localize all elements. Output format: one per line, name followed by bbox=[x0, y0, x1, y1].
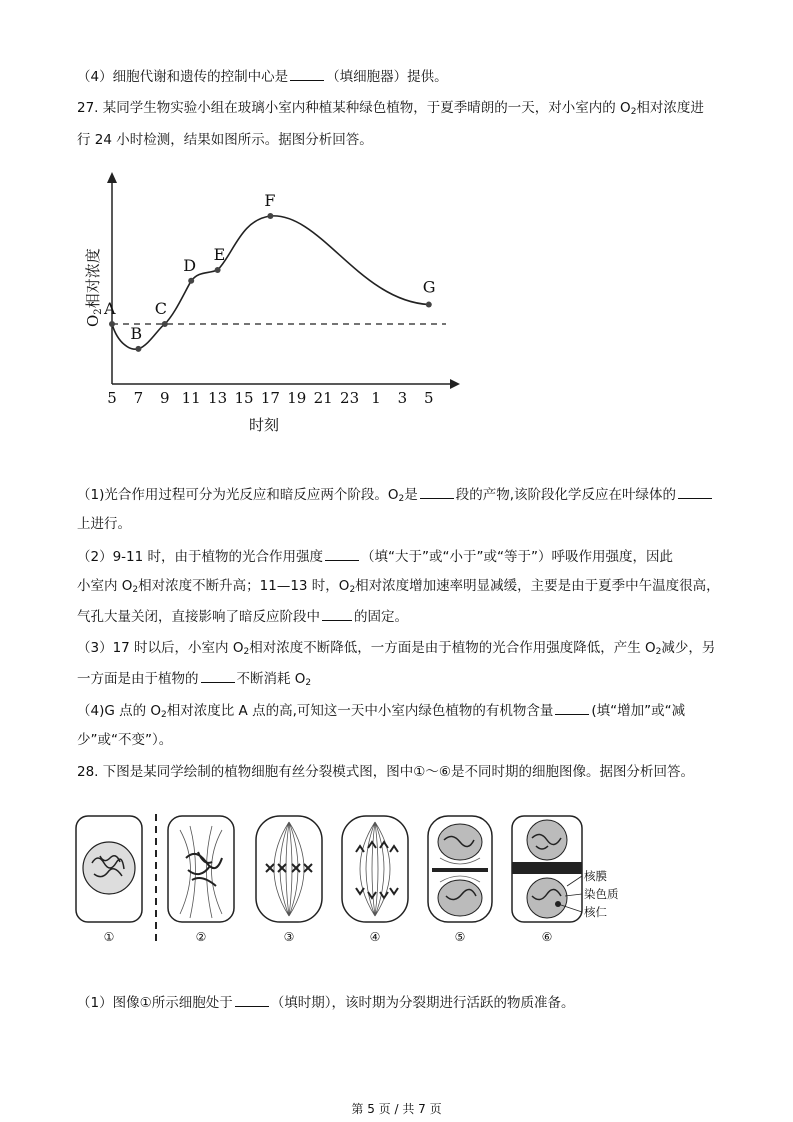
answer-blank[interactable] bbox=[322, 606, 352, 621]
cell-number: ⑥ bbox=[541, 930, 553, 944]
q27-p1-line2: 上进行。 bbox=[77, 516, 131, 532]
x-tick-label: 11 bbox=[181, 389, 201, 407]
q27-p2-line2: 小室内 $O_2$相对浓度不断升高；11—13 时，$O_2$相对浓度增加速率明显减缓，主要是由于夏季中午温度很高， bbox=[77, 578, 720, 595]
x-tick-label: 7 bbox=[133, 389, 144, 407]
x-tick-label: 5 bbox=[424, 389, 434, 407]
x-tick-label: 13 bbox=[208, 389, 228, 407]
cell-number: ⑤ bbox=[454, 930, 466, 944]
cell-metaphase bbox=[256, 816, 322, 922]
legend-chromatin: 染色质 bbox=[584, 887, 619, 901]
cell-cytokinesis bbox=[512, 816, 582, 922]
q27-p2-line1: （2）9-11 时，由于植物的光合作用强度 （填“大于”或“小于”或“等于”）呼吸作用强度，因此 bbox=[77, 546, 673, 567]
x-tick-label: 9 bbox=[160, 389, 170, 407]
legend-nuclear-membrane: 核膜 bbox=[584, 869, 607, 883]
legend-nucleolus: 核仁 bbox=[584, 905, 607, 919]
q27-p2-line3: 气孔大量关闭，直接影响了暗反应阶段中 的固定。 bbox=[77, 606, 408, 627]
x-tick-label: 21 bbox=[313, 389, 333, 407]
point-label-C: C bbox=[154, 299, 168, 318]
x-tick-label: 17 bbox=[260, 389, 280, 407]
point-label-D: D bbox=[183, 255, 197, 275]
q26-line4: （4）细胞代谢和遗传的控制中心是 （填细胞器）提供。 bbox=[77, 66, 448, 87]
legend-pointer bbox=[565, 894, 582, 896]
x-tick-label: 15 bbox=[234, 389, 254, 407]
x-tick-label: 23 bbox=[340, 389, 360, 407]
answer-blank[interactable] bbox=[325, 546, 359, 561]
point-B bbox=[135, 346, 141, 352]
page-footer: 第 5 页 / 共 7 页 bbox=[351, 1102, 442, 1116]
answer-blank[interactable] bbox=[235, 992, 269, 1007]
x-tick-label: 1 bbox=[371, 389, 381, 407]
x-tick-label: 19 bbox=[287, 389, 307, 407]
mitosis-diagram bbox=[70, 808, 690, 958]
cell-anaphase bbox=[342, 816, 408, 922]
point-A bbox=[109, 321, 115, 327]
cell-prophase bbox=[168, 816, 234, 922]
cell-interphase bbox=[76, 816, 142, 922]
o2-concentration-chart bbox=[84, 162, 468, 442]
q27-p4-line1: （4)G 点的 $O_2$相对浓度比 A 点的高,可知这一天中小室内绿色植物的有机物含量 (填“增加”或“减 bbox=[77, 700, 685, 725]
y-axis-label: $O_2$相对浓度 bbox=[84, 248, 104, 327]
q28-p1: （1）图像①所示细胞处于 （填时期），该时期为分裂期进行活跃的物质准备。 bbox=[77, 992, 574, 1013]
cell-telophase bbox=[428, 816, 492, 922]
point-label-E: E bbox=[213, 245, 226, 264]
q27-p3-line2: 一方面是由于植物的 不断消耗 $O_2$ bbox=[77, 668, 311, 693]
answer-blank[interactable] bbox=[678, 484, 712, 499]
answer-blank[interactable] bbox=[555, 700, 589, 715]
y-axis-arrow-icon bbox=[107, 172, 117, 183]
point-D bbox=[188, 278, 194, 284]
cell-number: ① bbox=[103, 930, 115, 944]
point-label-F: F bbox=[264, 191, 276, 210]
q27-intro-line1: 27. 某同学生物实验小组在玻璃小室内种植某种绿色植物，于夏季晴朗的一天，对小室内的 $O_2$相对浓度进 bbox=[77, 100, 704, 117]
q28-intro: 28. 下图是某同学绘制的植物细胞有丝分裂模式图，图中①～⑥是不同时期的细胞图像。据图分析回答。 bbox=[77, 764, 694, 780]
point-E bbox=[215, 267, 221, 273]
x-tick-label: 3 bbox=[397, 389, 408, 407]
q27-intro-line2: 行 24 小时检测，结果如图所示。据图分析回答。 bbox=[77, 132, 373, 148]
legend-pointer bbox=[567, 876, 582, 886]
answer-blank[interactable] bbox=[290, 66, 324, 81]
o2-curve bbox=[112, 216, 429, 349]
point-label-B: B bbox=[130, 323, 143, 343]
x-tick-label: 5 bbox=[107, 389, 117, 407]
q27-p1-line1: （1)光合作用过程可分为光反应和暗反应两个阶段。$O_2$是 段的产物,该阶段化学反应在叶绿体的 bbox=[77, 484, 714, 509]
cell-number: ③ bbox=[283, 930, 295, 944]
x-axis-label: 时刻 bbox=[248, 416, 280, 434]
x-axis-arrow-icon bbox=[450, 379, 460, 389]
cell-number: ② bbox=[195, 930, 207, 944]
point-label-A: A bbox=[104, 299, 116, 318]
cell-number: ④ bbox=[369, 930, 381, 944]
point-label-G: G bbox=[422, 277, 436, 297]
point-C bbox=[162, 321, 168, 327]
answer-blank[interactable] bbox=[420, 484, 454, 499]
q27-p3-line1: （3）17 时以后，小室内 $O_2$相对浓度不断降低，一方面是由于植物的光合作用强度降低，产生 $O_2$减少，另 bbox=[77, 640, 716, 657]
q27-p4-line2: 少”或“不变”）。 bbox=[77, 732, 173, 748]
point-G bbox=[426, 302, 432, 308]
point-F bbox=[267, 213, 273, 219]
answer-blank[interactable] bbox=[201, 668, 235, 683]
